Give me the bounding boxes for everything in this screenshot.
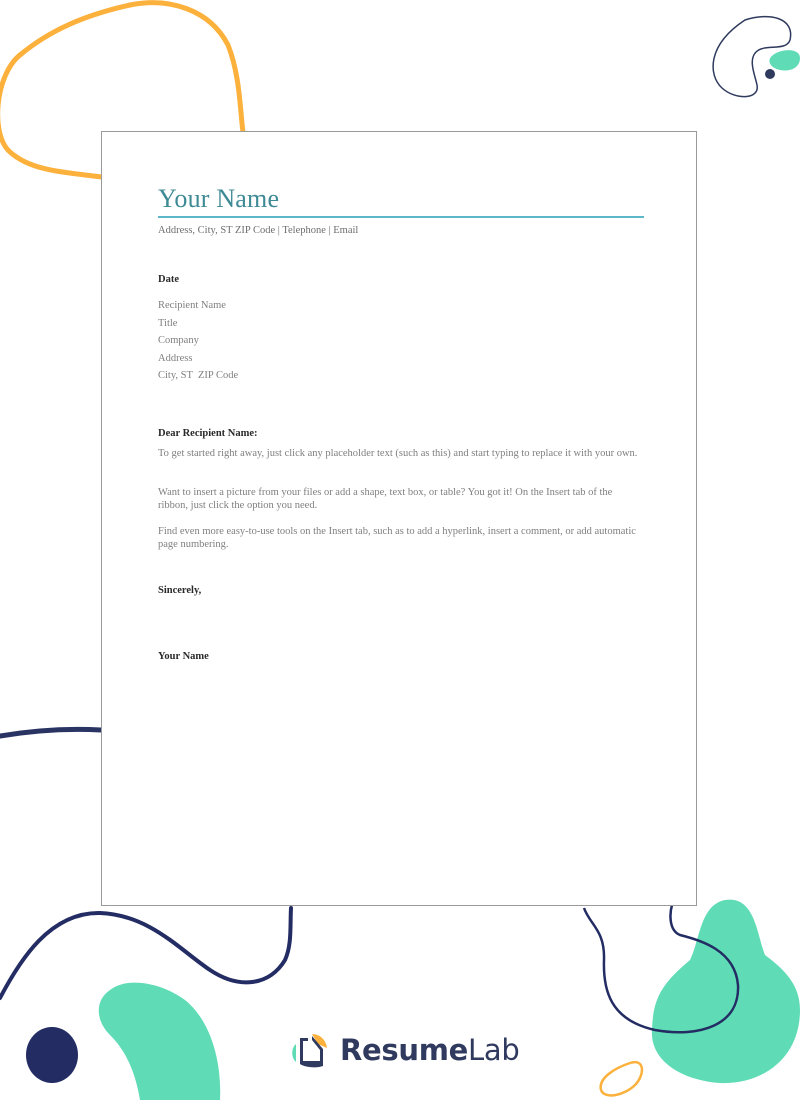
contact-line: Address, City, ST ZIP Code | Telephone | Email (158, 225, 359, 236)
date-label: Date (158, 274, 179, 285)
recipient-title: Title (158, 317, 178, 329)
navy-curve-left (0, 729, 101, 736)
orange-small-loop (601, 1062, 642, 1095)
resumelab-wordmark (340, 1033, 519, 1067)
letter-page (101, 131, 697, 906)
recipient-address: Address (158, 352, 193, 364)
sender-name-heading: Your Name (158, 184, 280, 213)
header-divider (158, 216, 644, 218)
body-paragraph-1: To get started right away, just click any placeholder text (such as this) and start typing to replace it with your own. (158, 448, 638, 459)
wordmark-lab: Lab (468, 1033, 520, 1067)
body-paragraph-3: Find even more easy-to-use tools on the Insert tab, such as to add a hyperlink, insert a comment, or add automatic page numbering. (158, 526, 636, 550)
closing: Sincerely, (158, 585, 202, 596)
resumelab-logo (288, 1027, 519, 1073)
navy-dot-bottom-left (26, 1027, 78, 1083)
body-paragraph-2: Want to insert a picture from your files or add a shape, text box, or table? You got it! On the Insert tab of the ribbon, just click the option you need. (158, 487, 613, 511)
resumelab-logo-icon (288, 1028, 332, 1072)
recipient-city-zip: City, ST ZIP Code (158, 370, 239, 381)
wordmark-resume: Resume (340, 1033, 468, 1067)
salutation: Dear Recipient Name: (158, 428, 258, 439)
mint-blob-bottom-left (99, 983, 220, 1100)
navy-small-dot (765, 69, 775, 79)
recipient-company: Company (158, 335, 199, 346)
recipient-name: Recipient Name (158, 300, 226, 311)
signature-name: Your Name (158, 651, 209, 662)
mint-small-blob (769, 50, 800, 70)
recipient-block (158, 299, 238, 387)
mint-blob-bottom-right (652, 900, 800, 1084)
